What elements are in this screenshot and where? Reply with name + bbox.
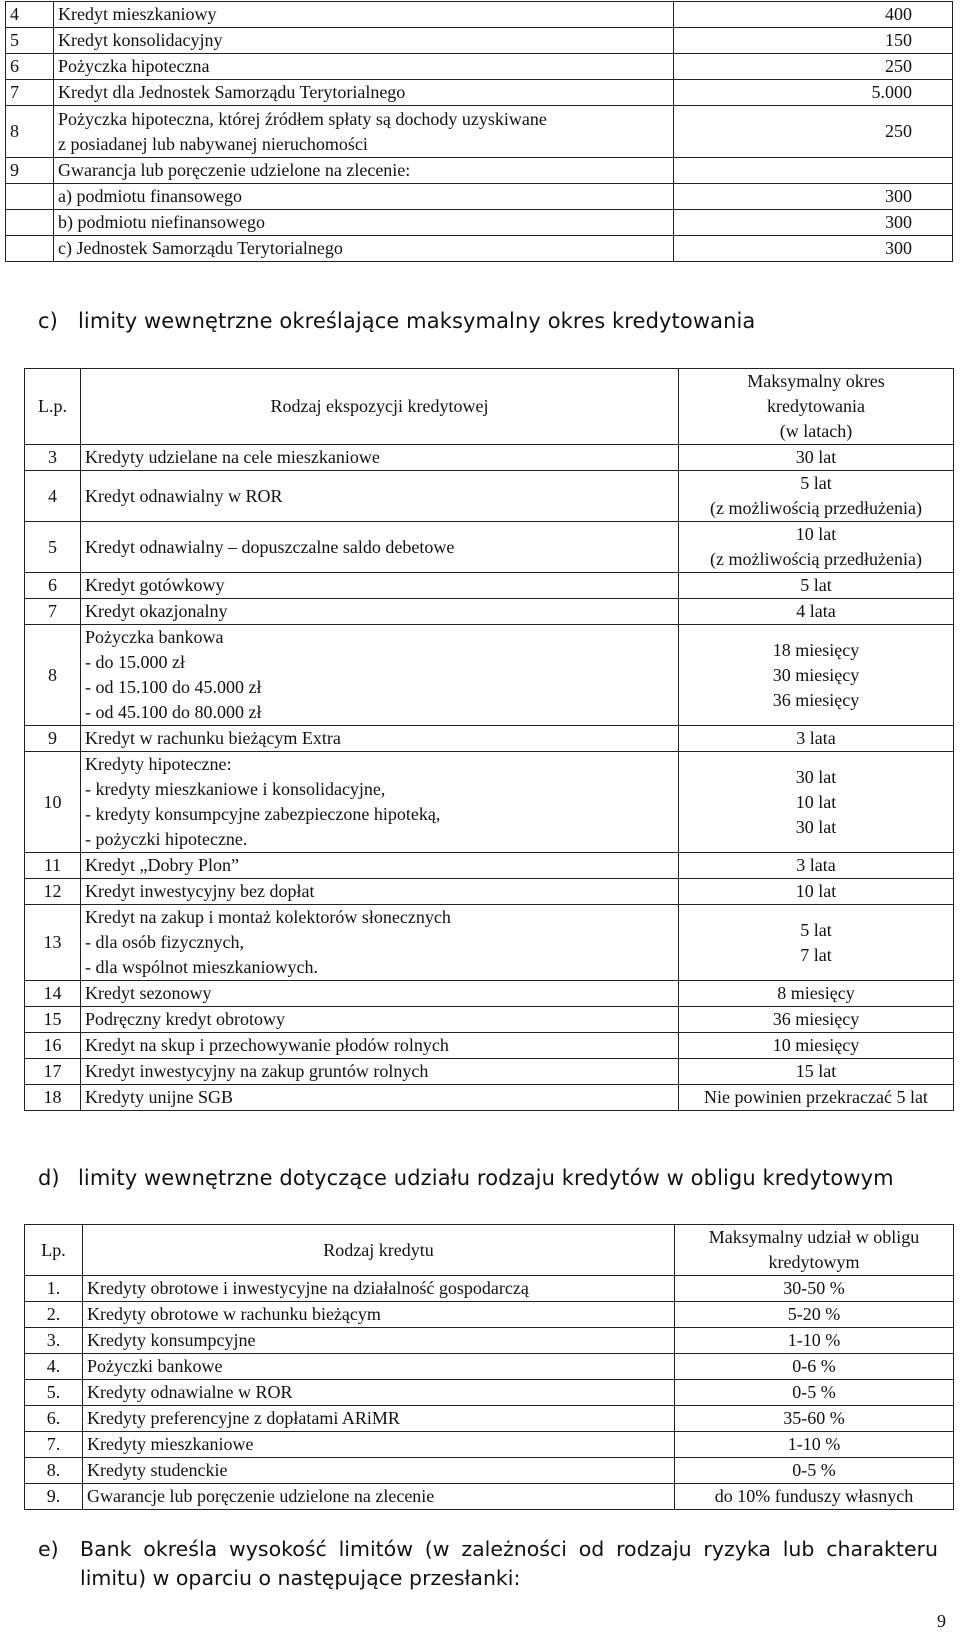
- t1-cell-name: c) Jednostek Samorządu Terytorialnego: [54, 236, 674, 262]
- t2-cell-name: Kredyt okazjonalny: [81, 599, 679, 625]
- t2-cell-no: 18: [25, 1085, 81, 1111]
- t2-row: [25, 471, 954, 522]
- t1-row: [6, 28, 953, 54]
- t3-row: [25, 1328, 954, 1354]
- t3-cell-value: 0-6 %: [675, 1354, 954, 1380]
- t1-cell-no: [6, 210, 54, 236]
- t2-row: [25, 905, 954, 981]
- max-period-table: [24, 368, 954, 1111]
- section-c-title: limity wewnętrzne określające maksymalny okres kredytowania: [78, 309, 756, 333]
- t2-cell-no: 4: [25, 471, 81, 522]
- t2-row: [25, 1085, 954, 1111]
- t2-cell-value: 10 lat (z możliwością przedłużenia): [679, 522, 954, 573]
- t1-cell-name: b) podmiotu niefinansowego: [54, 210, 674, 236]
- t2-cell-value: 10 lat: [679, 879, 954, 905]
- t3-cell-name: Kredyty odnawialne w ROR: [83, 1380, 675, 1406]
- t2-cell-no: 13: [25, 905, 81, 981]
- t1-cell-no: 7: [6, 80, 54, 106]
- t2-row: [25, 1033, 954, 1059]
- t3-row: [25, 1380, 954, 1406]
- t3-cell-no: 7.: [25, 1432, 83, 1458]
- t2-cell-value: 5 lat 7 lat: [679, 905, 954, 981]
- t3-cell-no: 4.: [25, 1354, 83, 1380]
- t1-cell-name: a) podmiotu finansowego: [54, 184, 674, 210]
- t2-row: [25, 981, 954, 1007]
- t2-cell-no: 6: [25, 573, 81, 599]
- limits-table-continued: [5, 1, 953, 262]
- t3-cell-name: Kredyty preferencyjne z dopłatami ARiMR: [83, 1406, 675, 1432]
- t2-cell-name: Kredyt odnawialny w ROR: [81, 471, 679, 522]
- t2-cell-name: Kredyt inwestycyjny bez dopłat: [81, 879, 679, 905]
- t2-row: [25, 1007, 954, 1033]
- t1-row: [6, 2, 953, 28]
- t3-row: [25, 1354, 954, 1380]
- t2-row: [25, 752, 954, 853]
- t3-cell-no: 1.: [25, 1276, 83, 1302]
- t3-header-name: Rodzaj kredytu: [83, 1225, 675, 1276]
- t1-row: [6, 210, 953, 236]
- t2-cell-no: 12: [25, 879, 81, 905]
- t2-cell-no: 15: [25, 1007, 81, 1033]
- t2-cell-name: Kredyty unijne SGB: [81, 1085, 679, 1111]
- t2-cell-value: 5 lat (z możliwością przedłużenia): [679, 471, 954, 522]
- t2-header-name: Rodzaj ekspozycji kredytowej: [81, 369, 679, 445]
- t3-cell-no: 3.: [25, 1328, 83, 1354]
- t3-cell-name: Kredyty mieszkaniowe: [83, 1432, 675, 1458]
- t3-cell-name: Pożyczki bankowe: [83, 1354, 675, 1380]
- t3-cell-name: Kredyty studenckie: [83, 1458, 675, 1484]
- t2-cell-value: 18 miesięcy 30 miesięcy 36 miesięcy: [679, 625, 954, 726]
- t2-cell-no: 17: [25, 1059, 81, 1085]
- t3-cell-name: Kredyty obrotowe w rachunku bieżącym: [83, 1302, 675, 1328]
- t3-cell-value: 30-50 %: [675, 1276, 954, 1302]
- t2-cell-no: 5: [25, 522, 81, 573]
- t3-cell-value: 5-20 %: [675, 1302, 954, 1328]
- t1-cell-no: 8: [6, 106, 54, 158]
- t3-row: [25, 1458, 954, 1484]
- t2-cell-value: 5 lat: [679, 573, 954, 599]
- t2-cell-value: 36 miesięcy: [679, 1007, 954, 1033]
- t2-cell-name: Kredyty hipoteczne: - kredyty mieszkaniowe i konsolidacyjne, - kredyty konsumpcyjne zabezpieczone hipoteką, - pożyczki hipoteczne.: [81, 752, 679, 853]
- t2-row: [25, 573, 954, 599]
- t2-cell-value: 3 lata: [679, 726, 954, 752]
- t3-row: [25, 1432, 954, 1458]
- t2-cell-no: 16: [25, 1033, 81, 1059]
- t1-cell-no: 9: [6, 158, 54, 184]
- t1-cell-name: Kredyt dla Jednostek Samorządu Terytorialnego: [54, 80, 674, 106]
- t1-row: [6, 54, 953, 80]
- t1-row: [6, 158, 953, 184]
- section-c-heading: [38, 309, 755, 333]
- t1-cell-value: 400: [674, 2, 953, 28]
- t3-cell-value: 1-10 %: [675, 1432, 954, 1458]
- page-number: 9: [937, 1611, 946, 1631]
- t2-row: [25, 726, 954, 752]
- t2-cell-value: 10 miesięcy: [679, 1033, 954, 1059]
- t2-row: [25, 1059, 954, 1085]
- t1-cell-name: Kredyt mieszkaniowy: [54, 2, 674, 28]
- t1-cell-value: 250: [674, 106, 953, 158]
- t3-cell-name: Kredyty obrotowe i inwestycyjne na działalność gospodarczą: [83, 1276, 675, 1302]
- section-e-text: Bank określa wysokość limitów (w zależności od rodzaju ryzyka lub charakteru limitu) w oparciu o następujące przesłanki:: [80, 1537, 938, 1590]
- t1-cell-no: [6, 184, 54, 210]
- t2-cell-name: Kredyt na zakup i montaż kolektorów słonecznych - dla osób fizycznych, - dla wspólnot mieszkaniowych.: [81, 905, 679, 981]
- t2-cell-no: 10: [25, 752, 81, 853]
- t2-row: [25, 879, 954, 905]
- t3-cell-name: Kredyty konsumpcyjne: [83, 1328, 675, 1354]
- section-d-heading: [38, 1166, 894, 1190]
- t2-cell-name: Kredyt sezonowy: [81, 981, 679, 1007]
- t1-cell-no: [6, 236, 54, 262]
- t2-cell-value: 30 lat 10 lat 30 lat: [679, 752, 954, 853]
- t3-cell-value: do 10% funduszy własnych: [675, 1484, 954, 1510]
- t1-row: [6, 80, 953, 106]
- t1-cell-name: Pożyczka hipoteczna: [54, 54, 674, 80]
- t2-cell-no: 14: [25, 981, 81, 1007]
- t3-cell-value: 0-5 %: [675, 1380, 954, 1406]
- t1-row: [6, 184, 953, 210]
- t1-cell-value: 250: [674, 54, 953, 80]
- t2-cell-value: Nie powinien przekraczać 5 lat: [679, 1085, 954, 1111]
- t3-cell-value: 0-5 %: [675, 1458, 954, 1484]
- t2-cell-name: Kredyty udzielane na cele mieszkaniowe: [81, 445, 679, 471]
- t2-cell-value: 15 lat: [679, 1059, 954, 1085]
- t1-cell-name: Pożyczka hipoteczna, której źródłem spłaty są dochody uzyskiwane z posiadanej lub nabywanej nieruchomości: [54, 106, 674, 158]
- t2-header-no: L.p.: [25, 369, 81, 445]
- t2-cell-no: 11: [25, 853, 81, 879]
- t2-cell-value: 4 lata: [679, 599, 954, 625]
- t2-cell-value: 8 miesięcy: [679, 981, 954, 1007]
- t3-header-value: Maksymalny udział w obligu kredytowym: [675, 1225, 954, 1276]
- t2-cell-no: 7: [25, 599, 81, 625]
- t3-header-no: Lp.: [25, 1225, 83, 1276]
- t1-cell-value: 5.000: [674, 80, 953, 106]
- t3-row: [25, 1302, 954, 1328]
- t3-row: [25, 1276, 954, 1302]
- t2-cell-name: Kredyt gotówkowy: [81, 573, 679, 599]
- t3-cell-no: 6.: [25, 1406, 83, 1432]
- t3-cell-value: 1-10 %: [675, 1328, 954, 1354]
- section-d-title: limity wewnętrzne dotyczące udziału rodzaju kredytów w obligu kredytowym: [78, 1166, 894, 1190]
- t2-cell-no: 8: [25, 625, 81, 726]
- t2-row: [25, 853, 954, 879]
- t2-cell-no: 3: [25, 445, 81, 471]
- t1-cell-value: 300: [674, 236, 953, 262]
- t1-row: [6, 106, 953, 158]
- t3-cell-no: 8.: [25, 1458, 83, 1484]
- t2-cell-name: Kredyt na skup i przechowywanie płodów rolnych: [81, 1033, 679, 1059]
- t3-cell-value: 35-60 %: [675, 1406, 954, 1432]
- t1-cell-name: Gwarancja lub poręczenie udzielone na zlecenie:: [54, 158, 674, 184]
- t3-cell-name: Gwarancje lub poręczenie udzielone na zlecenie: [83, 1484, 675, 1510]
- t1-cell-no: 5: [6, 28, 54, 54]
- t2-cell-name: Kredyt w rachunku bieżącym Extra: [81, 726, 679, 752]
- t1-cell-no: 6: [6, 54, 54, 80]
- t2-row: [25, 599, 954, 625]
- t2-cell-name: Kredyt „Dobry Plon”: [81, 853, 679, 879]
- section-c-letter: c): [38, 309, 58, 333]
- t2-row: [25, 625, 954, 726]
- t2-cell-no: 9: [25, 726, 81, 752]
- t2-row: [25, 522, 954, 573]
- t2-cell-name: Kredyt inwestycyjny na zakup gruntów rolnych: [81, 1059, 679, 1085]
- t1-cell-name: Kredyt konsolidacyjny: [54, 28, 674, 54]
- t1-cell-value: 300: [674, 210, 953, 236]
- t3-cell-no: 5.: [25, 1380, 83, 1406]
- t1-cell-value: 300: [674, 184, 953, 210]
- t1-cell-value: [674, 158, 953, 184]
- t1-cell-value: 150: [674, 28, 953, 54]
- t2-row: [25, 445, 954, 471]
- t2-cell-value: 30 lat: [679, 445, 954, 471]
- t2-cell-name: Pożyczka bankowa - do 15.000 zł - od 15.100 do 45.000 zł - od 45.100 do 80.000 zł: [81, 625, 679, 726]
- t2-cell-name: Podręczny kredyt obrotowy: [81, 1007, 679, 1033]
- t2-cell-value: 3 lata: [679, 853, 954, 879]
- t1-cell-no: 4: [6, 2, 54, 28]
- t2-header-value: Maksymalny okres kredytowania (w latach): [679, 369, 954, 445]
- section-e-paragraph: [38, 1535, 938, 1593]
- t2-cell-name: Kredyt odnawialny – dopuszczalne saldo debetowe: [81, 522, 679, 573]
- section-e-letter: e): [38, 1537, 59, 1561]
- t1-row: [6, 236, 953, 262]
- t3-cell-no: 2.: [25, 1302, 83, 1328]
- portfolio-share-table: [24, 1224, 954, 1510]
- t3-row: [25, 1406, 954, 1432]
- section-d-letter: d): [38, 1166, 60, 1190]
- t3-row: [25, 1484, 954, 1510]
- t3-cell-no: 9.: [25, 1484, 83, 1510]
